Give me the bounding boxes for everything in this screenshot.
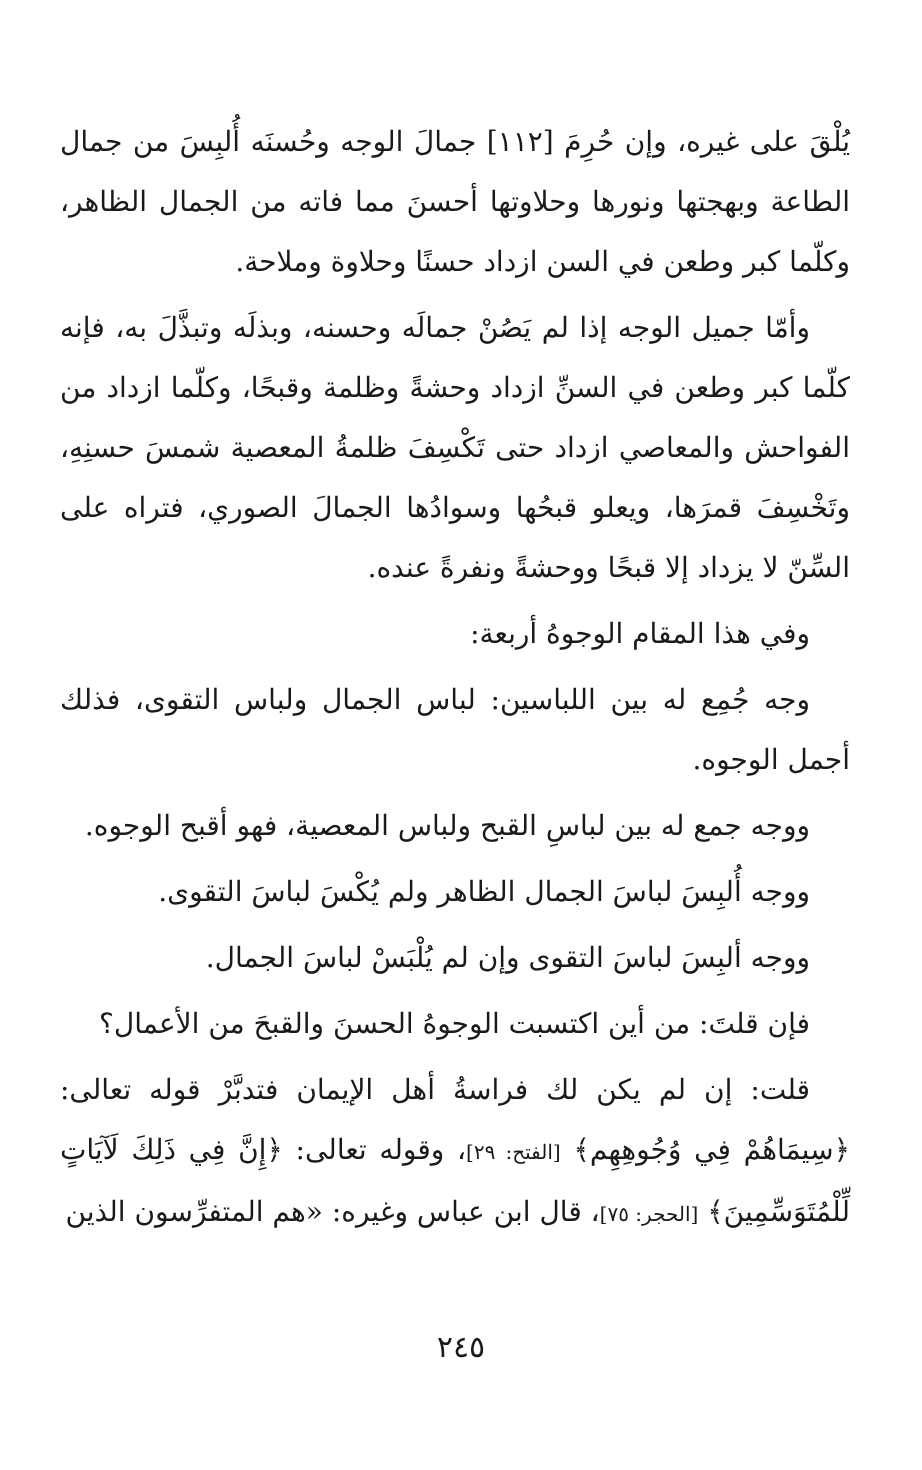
connector-text: ، وقوله تعالى: <box>295 1133 467 1166</box>
paragraph: ووجه أُلبِسَ لباسَ الجمال الظاهر ولم يُكْسَ لباسَ التقوى. <box>158 875 810 908</box>
paragraph: وجه جُمِع له بين اللباسين: لباس الجمال ولباس التقوى، فذلك أجمل الوجوه. <box>60 683 850 776</box>
paragraph: وأمّا جميل الوجه إذا لم يَصُنْ جمالَه وحسنه، وبذلَه وتبذَّلَ به، فإنه كلّما كبر وطعن في السنِّ ازداد وحشةً وظلمة وقبحًا، وكلّما ازداد من الفواحش والمعاصي ازداد حتى تَكْسِفَ ظلمةُ المعصية شمسَ حسنِهِ، وتَخْسِفَ قمرَها، ويعلو قبحُها وسوادُها الجمالَ الصوري، فتراه على السِّنّ لا يزداد إلا قبحًا ووحشةً ونفرةً عنده. <box>60 311 851 584</box>
page-number: ٢٤٥ <box>436 1330 486 1365</box>
intro-text: قلت: إن لم يكن لك فراسةُ أهل الإيمان فتدبَّرْ قوله تعالى: <box>60 1073 810 1106</box>
quran-verse: ﴿سِيمَاهُمْ فِي وُجُوهِهِم﴾ <box>573 1133 851 1166</box>
surah-reference: [الفتح: ٢٩] <box>466 1140 561 1164</box>
quran-verse: ﴿إِنَّ فِي ذَلِكَ لَآيَاتٍ لِّلْمُتَوَسِّمِينَ﴾ <box>60 1133 850 1228</box>
paragraph-with-quran-citations <box>60 1060 850 1244</box>
paragraph: ووجه جمع له بين لباسِ القبح ولباس المعصية، فهو أقبح الوجوه. <box>84 809 810 842</box>
surah-reference: [الحجر: ٧٥] <box>599 1202 699 1226</box>
paragraph: فإن قلتَ: من أين اكتسبت الوجوهُ الحسنَ والقبحَ من الأعمال؟ <box>99 1007 810 1040</box>
paragraph: ووجه ألبِسَ لباسَ التقوى وإن لم يُلْبَسْ لباسَ الجمال. <box>205 941 810 974</box>
paragraph: وفي هذا المقام الوجوهُ أربعة: <box>470 617 810 650</box>
tail-text: ، قال ابن عباس وغيره: «هم المتفرِّسون الذين <box>65 1195 600 1228</box>
page-body <box>60 112 850 1250</box>
paragraph: يُلْقَ على غيره، وإن حُرِمَ [١١٢] جمالَ الوجه وحُسنَه أُلبِسَ من جمال الطاعة وبهجتها ونورها وحلاوتها أحسنَ مما فاته من الجمال الظاهر، وكلّما كبر وطعن في السن ازداد حسنًا وحلاوة وملاحة. <box>60 125 851 278</box>
